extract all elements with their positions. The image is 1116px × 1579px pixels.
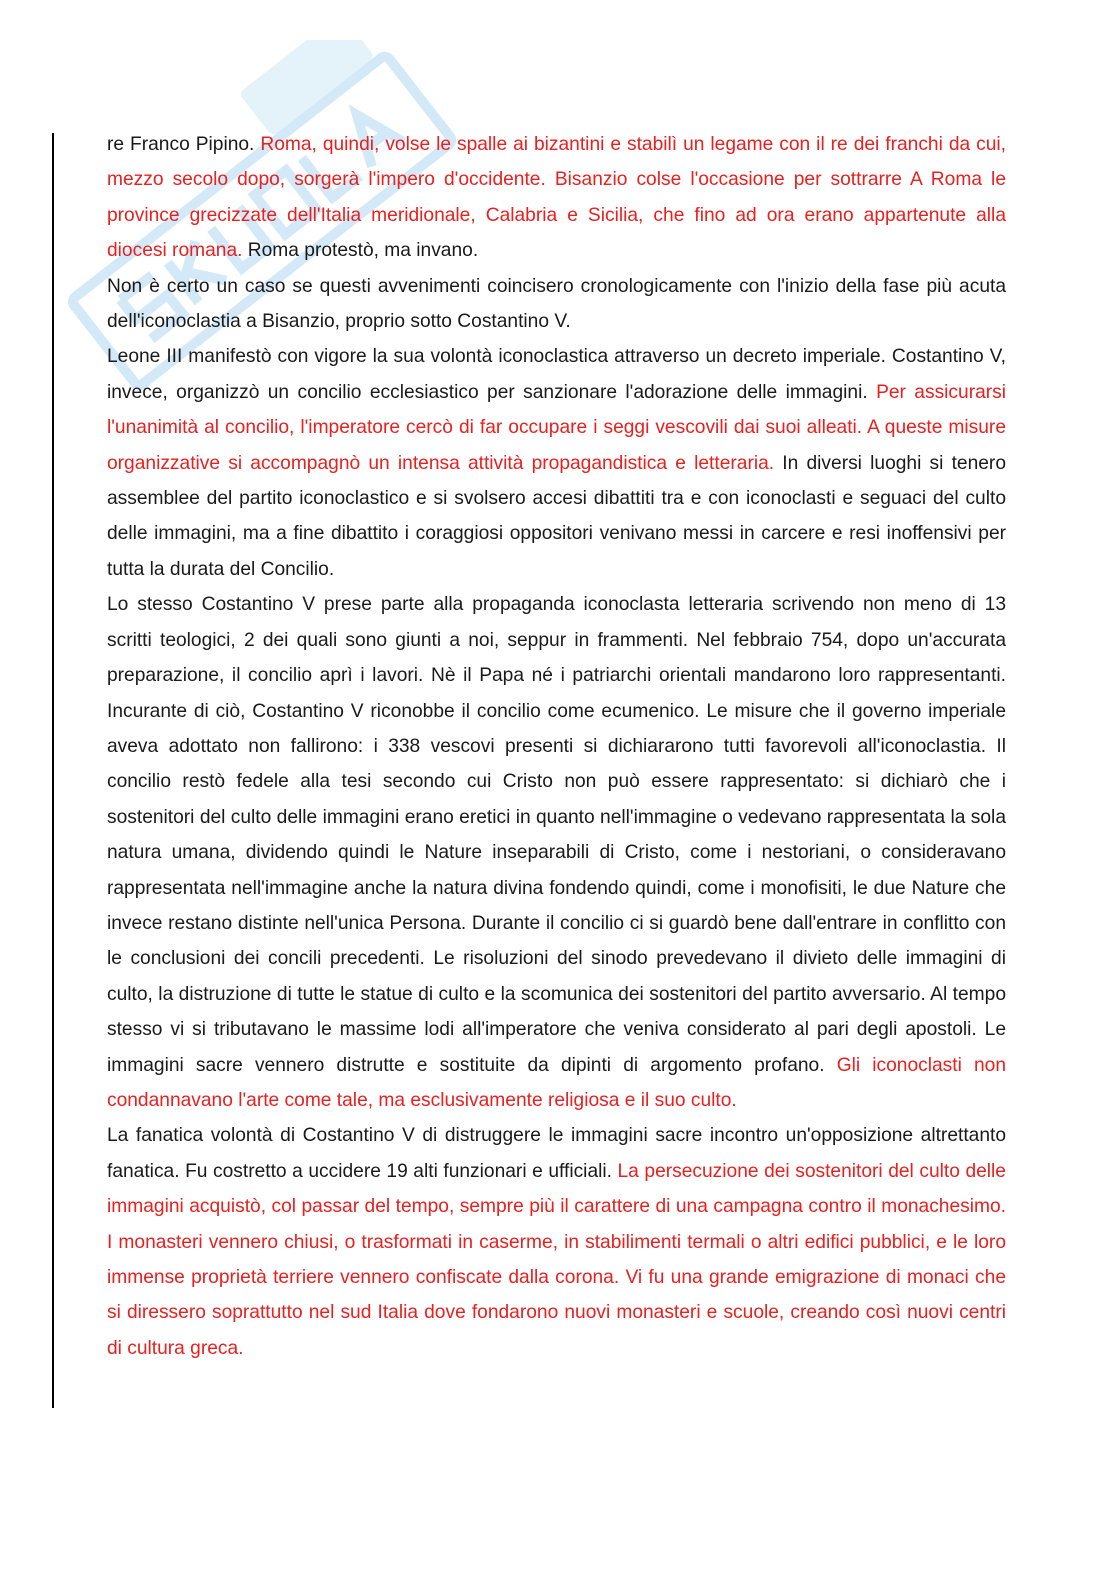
text-span: La fanatica volontà di Costantino V di distruggere le immagini sacre incontro un'opposizione altrettanto fanatica. Fu costretto a uccidere 19 alti funzionari e ufficiali.	[107, 1125, 1006, 1182]
paragraph	[107, 127, 1006, 269]
paragraph	[107, 269, 1006, 340]
highlighted-text-span: Roma, quindi, volse le spalle ai bizantini e stabilì un legame con il re dei franchi da cui, mezzo secolo dopo, sorgerà l'impero d'occidente. Bisanzio colse l'occasione per sottrarre A Roma le province grecizzate dell'Italia meridionale, Calabria e Sicilia, che fino ad ora erano appartenute alla diocesi romana.	[107, 134, 1006, 262]
document-body-text	[107, 127, 1006, 1366]
highlighted-text-span: Per assicurarsi l'unanimità al concilio, l'imperatore cercò di far occupare i seggi vescovili dai suoi alleati. A queste misure organizzative si accompagnò un intensa attività propagandistica e letteraria.	[107, 381, 1006, 474]
paragraph	[107, 587, 1006, 1118]
text-span: Roma protestò, ma invano.	[242, 240, 479, 262]
text-span: Leone III manifestò con vigore la sua volontà iconoclastica attraverso un decreto imperiale. Costantino V, invece, organizzò un concilio ecclesiastico per sanzionare l'adorazione delle immagini.	[107, 346, 1006, 403]
paragraph	[107, 1118, 1006, 1366]
highlighted-text-span: Gli iconoclasti non condannavano l'arte come tale, ma esclusivamente religiosa e il suo culto.	[107, 1054, 1007, 1111]
text-span: Lo stesso Costantino V prese parte alla propaganda iconoclasta letteraria scrivendo non meno di 13 scritti teologici, 2 dei quali sono giunti a noi, seppur in frammenti. Nel febbraio 754, dopo un'accurata preparazione, il concilio aprì i lavori. Nè il Papa né i patriarchi orientali mandarono loro rappresentanti. Incurante di ciò, Costantino V riconobbe il concilio come ecumenico. Le misure che il governo imperiale aveva adottato non fallirono: i 338 vescovi presenti si dichiararono tutti favorevoli all'iconoclastia. Il concilio restò fedele alla tesi secondo cui Cristo non può essere rappresentato: si dichiarò che i sostenitori del culto delle immagini erano eretici in quanto nell'immagine o vedevano rappresentata la sola natura umana, dividendo quindi le Nature inseparabili di Cristo, come i nestoriani, o consideravano rappresentata nell'immagine anche la natura divina fondendo quindi, come i monofisiti, le due Nature che invece restano distinte nell'unica Persona. Durante il concilio ci si guardò bene dall'entrare in conflitto con le conclusioni dei concili precedenti. Le risoluzioni del sinodo prevedevano il divieto delle immagini di culto, la distruzione di tutte le statue di culto e la scomunica dei sostenitori del partito avversario. Al tempo stesso vi si tributavano le massime lodi all'imperatore che veniva considerato al pari degli apostoli. Le immagini sacre vennero distrutte e sostituite da dipinti di argomento profano.	[107, 594, 1006, 1076]
left-margin-rule	[52, 133, 54, 1408]
paragraph	[107, 339, 1006, 587]
text-span: In diversi luoghi si tenero assemblee del partito iconoclastico e si svolsero accesi dibattiti tra e con iconoclasti e seguaci del culto delle immagini, ma a fine dibattito i coraggiosi oppositori venivano messi in carcere e resi inoffensivi per tutta la durata del Concilio.	[107, 452, 1006, 580]
highlighted-text-span: La persecuzione dei sostenitori del culto delle immagini acquistò, col passar del tempo, sempre più il carattere di una campagna contro il monachesimo. I monasteri vennero chiusi, o trasformati in caserme, in stabilimenti termali o altri edifici pubblici, e le loro immense proprietà terriere vennero confiscate dalla corona. Vi fu una grande emigrazione di monaci che si diressero soprattutto nel sud Italia dove fondarono nuovi monasteri e scuole, creando così nuovi centri di cultura greca.	[107, 1160, 1006, 1359]
text-span: re Franco Pipino.	[107, 134, 261, 155]
text-span: Non è certo un caso se questi avvenimenti coincisero cronologicamente con l'inizio della fase più acuta dell'iconoclastia a Bisanzio, proprio sotto Costantino V.	[107, 275, 1006, 333]
